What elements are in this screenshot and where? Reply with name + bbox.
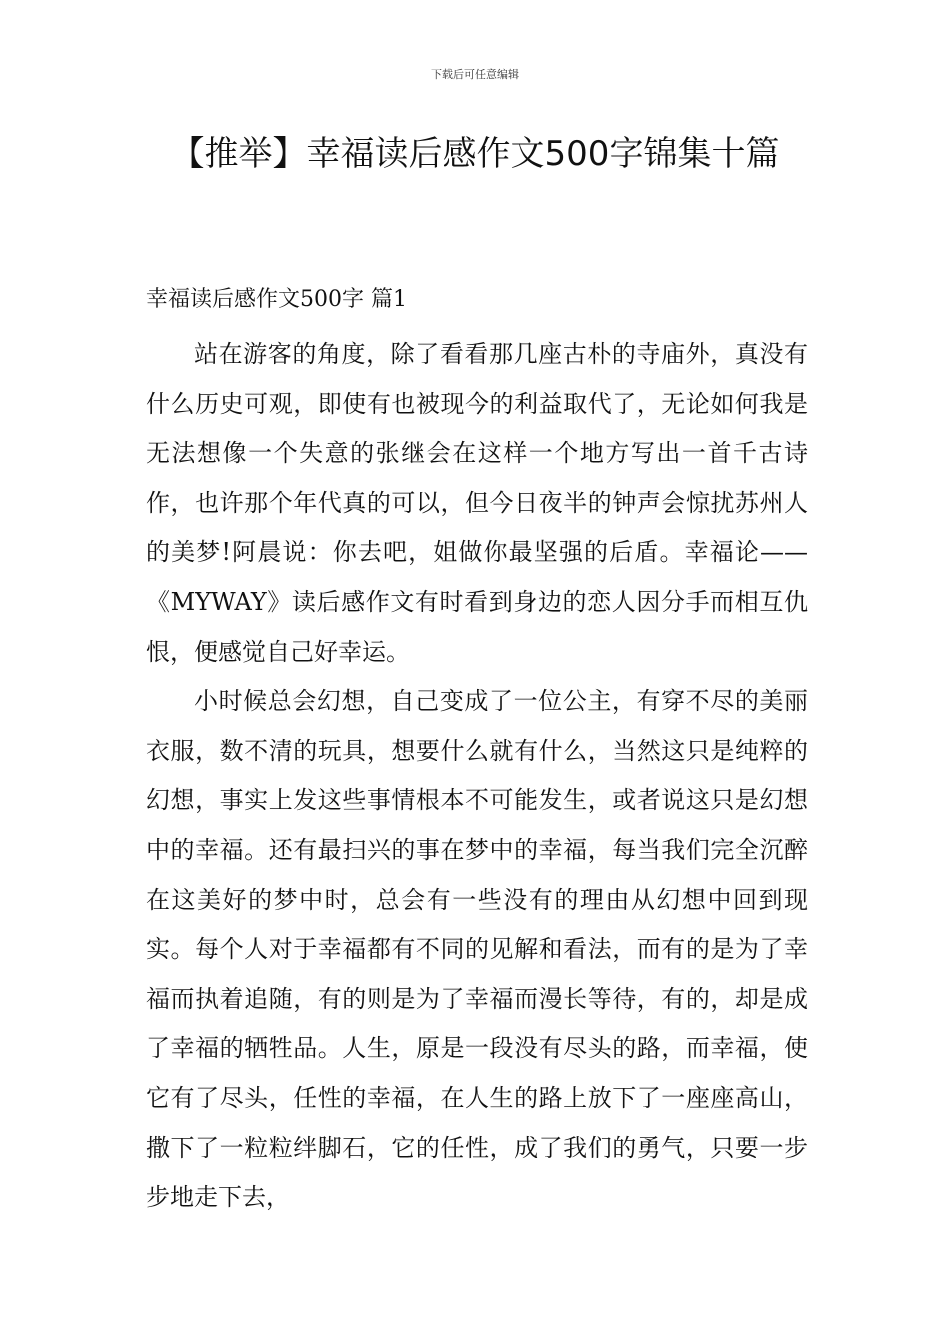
header-note: 下载后可任意编辑 — [431, 68, 519, 81]
document-title: 【推举】幸福读后感作文500字锦集十篇 — [170, 134, 780, 174]
body-text — [146, 330, 808, 1223]
section-heading: 幸福读后感作文500字 篇1 — [146, 287, 407, 312]
paragraph-1: 站在游客的角度，除了看看那几座古朴的寺庙外，真没有什么历史可观，即使有也被现今的利益取代了，无论如何我是无法想像一个失意的张继会在这样一个地方写出一首千古诗作，也许那个年代真的可以，但今日夜半的钟声会惊扰苏州人的美梦!阿晨说：你去吧，姐做你最坚强的后盾。幸福论——《MYWAY》读后感作文有时看到身边的恋人因分手而相互仇恨，便感觉自己好幸运。 — [146, 340, 808, 666]
paragraph-2: 小时候总会幻想，自己变成了一位公主，有穿不尽的美丽衣服，数不清的玩具，想要什么就有什么，当然这只是纯粹的幻想，事实上发这些事情根本不可能发生，或者说这只是幻想中的幸福。还有最扫兴的事在梦中的幸福，每当我们完全沉醉在这美好的梦中时，总会有一些没有的理由从幻想中回到现实。每个人对于幸福都有不同的见解和看法，而有的是为了幸福而执着追随，有的则是为了幸福而漫长等待，有的，却是成了幸福的牺牲品。人生，原是一段没有尽头的路，而幸福，使它有了尽头，任性的幸福，在人生的路上放下了一座座高山，撒下了一粒粒绊脚石，它的任性，成了我们的勇气，只要一步步地走下去， — [146, 687, 808, 1212]
